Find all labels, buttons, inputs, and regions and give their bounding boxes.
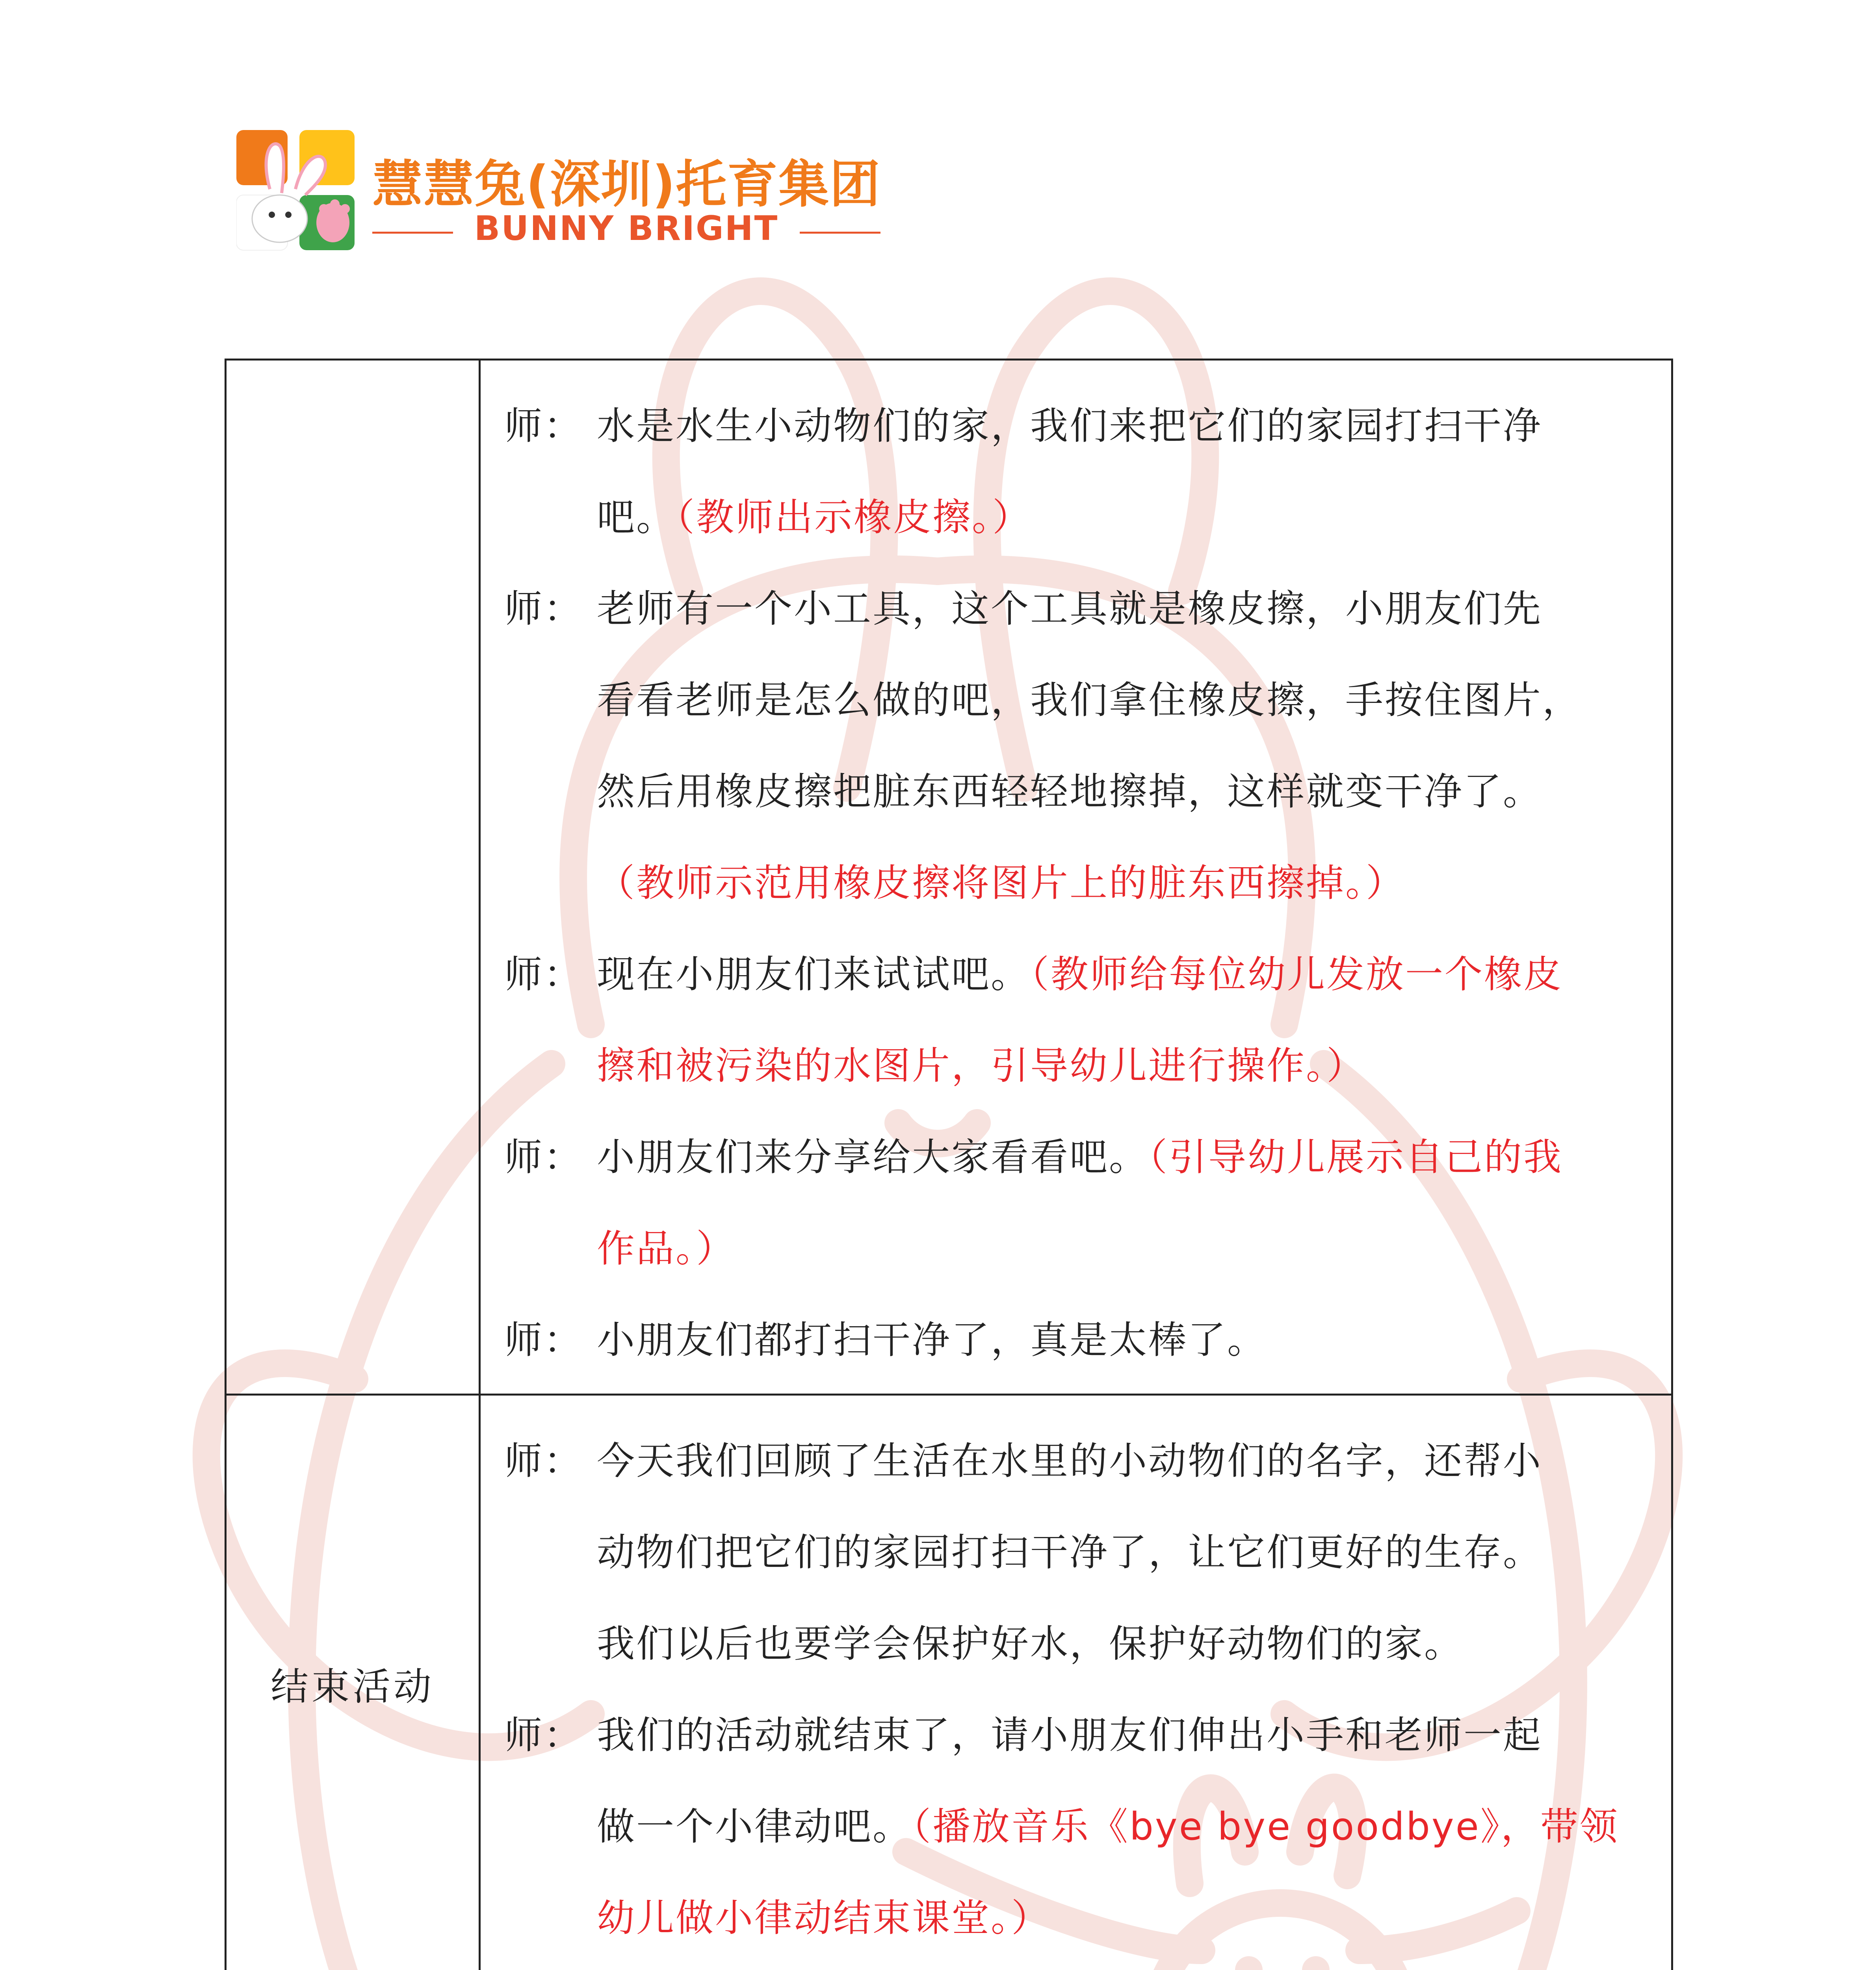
lesson-plan-table (225, 359, 1673, 1970)
content-line (496, 929, 1655, 1020)
teacher-action-note: （教师示范用橡皮擦将图片上的脏东西擦掉。） (597, 861, 1405, 905)
content-cell (480, 360, 1672, 1395)
table-row (226, 1395, 1672, 1970)
dialogue-text: 做一个小律动吧。 (597, 1805, 912, 1849)
teacher-action-note: （引导幼儿展示自己的我 (1148, 1135, 1563, 1179)
table-row (226, 360, 1672, 1395)
speaker-label: 师： (504, 1318, 583, 1362)
dialogue-text: 然后用橡皮擦把脏东西轻轻地擦掉，这样就变干净了。 (597, 769, 1542, 814)
teacher-action-note: 幼儿做小律动结束课堂。） (597, 1896, 1051, 1940)
speaker-label: 师： (504, 404, 583, 448)
dialogue-text: 水是水生小动物们的家，我们来把它们的家园打扫干净 (597, 404, 1542, 448)
header-logo (236, 130, 882, 260)
content-line (496, 1111, 1655, 1203)
speaker-label: 师： (504, 587, 583, 631)
dialogue-text: 我们以后也要学会保护好水，保护好动物们的家。 (597, 1622, 1464, 1666)
content-line (496, 1020, 1655, 1111)
content-line (496, 1415, 1655, 1507)
dialogue-text: 吧。 (597, 495, 676, 539)
content-line (496, 1598, 1655, 1689)
content-line (496, 472, 1655, 563)
dialogue-text: 今天我们回顾了生活在水里的小动物们的名字，还帮小 (597, 1439, 1542, 1483)
brand-line-left (372, 232, 453, 234)
content-line (496, 1781, 1655, 1872)
content-line (496, 380, 1655, 472)
lesson-plan-table-body (226, 360, 1672, 1970)
stage-cell (226, 1395, 480, 1970)
content-line (496, 1294, 1655, 1386)
dialogue-text: 看看老师是怎么做的吧，我们拿住橡皮擦，手按住图片， (597, 678, 1582, 722)
dialogue-text: 老师有一个小工具，这个工具就是橡皮擦，小朋友们先 (597, 587, 1542, 631)
stage-label: 结束活动 (271, 1664, 435, 1709)
brand-name-cn: 慧慧兔(深圳)托育集团 (372, 155, 881, 214)
dialogue-text: 现在小朋友们来试试吧。 (597, 952, 1030, 996)
content-cell (480, 1395, 1672, 1970)
content-line (496, 1689, 1655, 1781)
dialogue-text: 动物们把它们的家园打扫干净了，让它们更好的生存。 (597, 1530, 1542, 1574)
speaker-label: 师： (504, 1135, 583, 1179)
teacher-action-note: （教师出示橡皮擦。） (676, 495, 1032, 539)
content-line (496, 563, 1655, 654)
bunny-logo-icon (236, 130, 358, 252)
content-line (496, 837, 1655, 929)
teacher-action-note: 作品。） (597, 1227, 736, 1271)
speaker-label: 师： (504, 1713, 583, 1757)
teacher-action-note: 擦和被污染的水图片，引导幼儿进行操作。） (597, 1044, 1366, 1088)
stage-cell (226, 360, 480, 1395)
dialogue-text: 小朋友们都打扫干净了，真是太棒了。 (597, 1318, 1267, 1362)
teacher-action-note: （播放音乐《bye bye goodbye》，带领 (912, 1805, 1619, 1849)
content-line (496, 1507, 1655, 1598)
speaker-label: 师： (504, 952, 583, 996)
content-line (496, 1872, 1655, 1964)
content-line (496, 654, 1655, 746)
brand-name-en-group (372, 209, 880, 252)
teacher-action-note: （教师给每位幼儿发放一个橡皮 (1030, 952, 1563, 996)
speaker-label: 师： (504, 1439, 583, 1483)
brand-name-en: BUNNY BRIGHT (474, 209, 779, 248)
content-line (496, 1203, 1655, 1294)
dialogue-text: 小朋友们来分享给大家看看吧。 (597, 1135, 1148, 1179)
brand-line-right (800, 232, 880, 234)
dialogue-text: 我们的活动就结束了，请小朋友们伸出小手和老师一起 (597, 1713, 1542, 1757)
content-line (496, 746, 1655, 837)
